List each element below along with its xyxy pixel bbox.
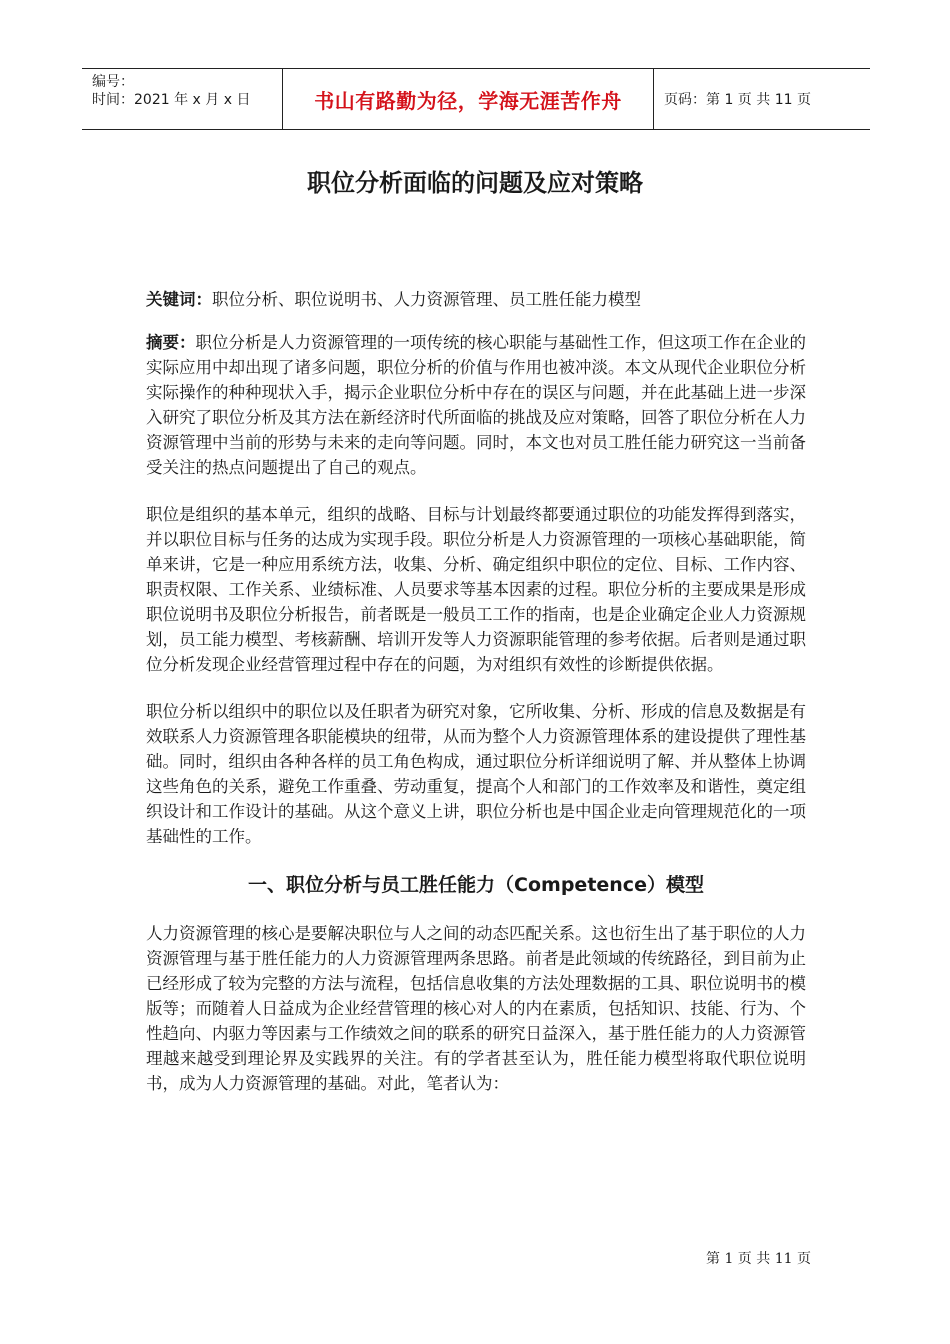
keywords-paragraph (146, 287, 806, 312)
page-title: 职位分析面临的问题及应对策略 (307, 169, 643, 197)
header-page-code (654, 69, 870, 129)
keywords-label: 关键词： (146, 290, 212, 309)
section-paragraph: 人力资源管理的核心是要解决职位与人之间的动态匹配关系。这也衍生出了基于职位的人力资源管理与基于胜任能力的人力资源管理两条思路。前者是此领域的传统路径，到目前为止已经形成了较为完整的方法与流程，包括信息收集的方法处理数据的工具、职位说明书的模版等；而随着人日益成为企业经营管理的核心对人的内在素质，包括知识、技能、行为、个性趋向、内驱力等因素与工作绩效之间的联系的研究日益深入，基于胜任能力的人力资源管理越来越受到理论界及实践界的关注。有的学者甚至认为，胜任能力模型将取代职位说明书，成为人力资源管理的基础。对此，笔者认为： (146, 924, 806, 1093)
page-footer: 第 1 页 共 11 页 (706, 1251, 811, 1267)
abstract-text: 职位分析是人力资源管理的一项传统的核心职能与基础性工作，但这项工作在企业的实际应用中却出现了诸多问题，职位分析的价值与作用也被冲淡。本文从现代企业职位分析实际操作的种种现状入手，揭示企业职位分析中存在的误区与问题，并在此基础上进一步深入研究了职位分析及其方法在新经济时代所面临的挑战及应对策略，回答了职位分析在人力资源管理中当前的形势与未来的走向等问题。同时，本文也对员工胜任能力研究这一当前备受关注的热点问题提出了自己的观点。 (146, 333, 806, 477)
body-paragraph: 职位分析以组织中的职位以及任职者为研究对象，它所收集、分析、形成的信息及数据是有效联系人力资源管理各职能模块的纽带，从而为整个人力资源管理体系的建设提供了理性基础。同时，组织由各种各样的员工角色构成，通过职位分析详细说明了解、并从整体上协调这些角色的关系，避免工作重叠、劳动重复，提高个人和部门的工作效率及和谐性，奠定组织设计和工作设计的基础。从这个意义上讲，职位分析也是中国企业走向管理规范化的一项基础性的工作。 (146, 702, 806, 846)
header-motto-cell (282, 69, 654, 129)
body-paragraph: 职位是组织的基本单元，组织的战略、目标与计划最终都要通过职位的功能发挥得到落实，并以职位目标与任务的达成为实现手段。职位分析是人力资源管理的一项核心基础职能，简单来讲，它是一种应用系统方法，收集、分析、确定组织中职位的定位、目标、工作内容、职责权限、工作关系、业绩标准、人员要求等基本因素的过程。职位分析的主要成果是形成职位说明书及职位分析报告，前者既是一般员工工作的指南，也是企业确定企业人力资源规划，员工能力模型、考核薪酬、培训开发等人力资源职能管理的参考依据。后者则是通过职位分析发现企业经营管理过程中存在的问题，为对组织有效性的诊断提供依据。 (146, 505, 806, 674)
keywords-text: 职位分析、职位说明书、人力资源管理、员工胜任能力模型 (212, 290, 641, 309)
page-code: 页码：第 1 页 共 11 页 (664, 92, 811, 108)
abstract-paragraph (146, 330, 806, 480)
time-label: 时间：2021 年 x 月 x 日 (92, 92, 251, 108)
document-body (146, 287, 806, 1118)
abstract-label: 摘要： (146, 333, 196, 352)
header-meta (82, 69, 282, 129)
number-label: 编号： (92, 74, 134, 90)
section-heading: 一、职位分析与员工胜任能力（Competence）模型 (248, 874, 704, 896)
document-header (82, 68, 870, 130)
header-motto: 书山有路勤为径，学海无涯苦作舟 (314, 88, 622, 113)
